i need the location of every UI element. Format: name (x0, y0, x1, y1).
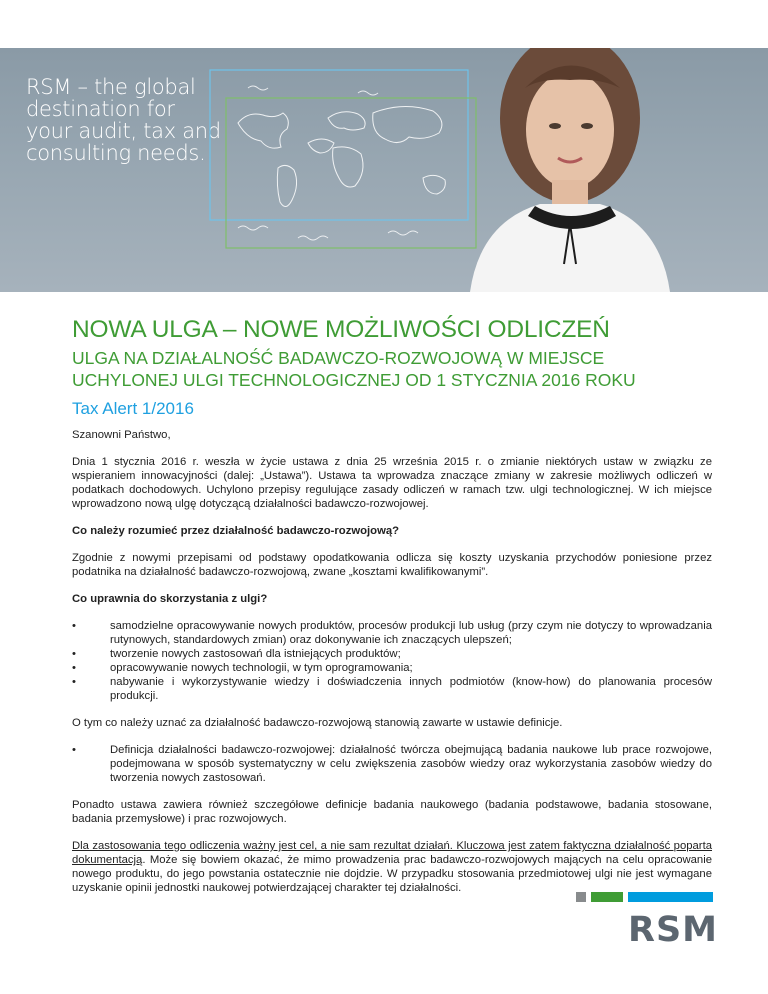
definition-intro: O tym co należy uznać za działalność badawczo-rozwojową stanowią zawarte w ustawie definicje. (72, 717, 563, 729)
bullet-icon: • (72, 676, 76, 688)
page-subtitle (72, 347, 712, 391)
bullet-icon: • (72, 648, 76, 660)
bullet-icon: • (72, 744, 76, 756)
logo-bar-green (591, 892, 623, 902)
list-item: • opracowywanie nowych technologii, w tym oprogramowania; (72, 662, 413, 674)
portrait-photo (430, 48, 768, 292)
tagline-line: your audit, tax and (26, 119, 221, 143)
greeting: Szanowni Państwo, (72, 429, 171, 441)
closing-paragraph: Dla zastosowania tego odliczenia ważny jest cel, a nie sam rezultat działań. Kluczowa jest zatem faktyczna działalność poparta dokumentacją. Może się bowiem okazać, że mimo prowadzenia prac badawczo-rozwojowych mających na celu opracowanie nowego produktu, do jego powstania ostatecznie nie dojdzie. W przypadku stosowania przedmiotowej ulgi nie jest wymagane uzyskanie opinii jednostki naukowej potwierdzającej charakter tej działalności. (72, 840, 712, 894)
body-text (72, 428, 712, 908)
subtitle-line: UCHYLONEJ ULGI TECHNOLOGICZNEJ OD 1 STYCZNIA 2016 ROKU (72, 370, 636, 390)
intro-paragraph: Dnia 1 stycznia 2016 r. weszła w życie ustawa z dnia 25 września 2015 r. o zmianie niektórych ustaw w związku ze wspieraniem innowacyjności (dalej: „Ustawa”). Ustawa ta wprowadza znaczące zmiany w zakresie możliwych odliczeń w podatkach dochodowych. Uchylono przepisy regulujące zasady odliczeń w ramach tzw. ulgi technologicznej. W ich miejsce wprowadzono nową ulgę dotyczącą działalności badawczo-rozwojowej. (72, 456, 712, 510)
subtitle-line: ULGA NA DZIAŁALNOŚĆ BADAWCZO-ROZWOJOWĄ W MIEJSCE (72, 348, 605, 368)
logo-bar-gray (576, 892, 586, 902)
tagline-line: consulting needs. (26, 141, 206, 165)
eligibility-list (72, 619, 712, 703)
bullet-icon: • (72, 620, 76, 632)
bullet-icon: • (72, 662, 76, 674)
logo-text: RSM (628, 910, 718, 950)
rsm-logo (576, 892, 718, 952)
definitions-paragraph: Ponadto ustawa zawiera również szczegółowe definicje badania naukowego (badania podstawowe, badania stosowane, badania przemysłowe) i prac rozwojowych. (72, 799, 712, 825)
question-heading: Co uprawnia do skorzystania z ulgi? (72, 593, 268, 605)
answer-paragraph: Zgodnie z nowymi przepisami od podstawy opodatkowania odlicza się koszty uzyskania przychodów poniesione przez podatnika na działalność badawczo-rozwojową, zwane „kosztami kwalifikowanymi”. (72, 552, 712, 578)
hero-tagline (26, 76, 226, 164)
list-item: • tworzenie nowych zastosowań dla istniejących produktów; (72, 648, 401, 660)
question-heading: Co należy rozumieć przez działalność badawczo-rozwojową? (72, 525, 400, 537)
tagline-line: destination for (26, 97, 175, 121)
definition-list (72, 743, 712, 785)
emphasis-text: Dla zastosowania tego odliczenia ważny jest cel, a nie sam rezultat działań. Kluczowa jest zatem faktyczna działalność poparta dokumentacją (72, 840, 712, 866)
tax-alert-label: Tax Alert 1/2016 (72, 399, 194, 418)
tagline-line: RSM – the global (26, 75, 196, 99)
logo-bar-blue (628, 892, 713, 902)
page-title: NOWA ULGA – NOWE MOŻLIWOŚCI ODLICZEŃ (72, 316, 610, 343)
list-item: • nabywanie i wykorzystywanie wiedzy i doświadczenia innych podmiotów (know-how) do planowania procesów produkcji. (72, 676, 712, 702)
list-item: • samodzielne opracowywanie nowych produktów, procesów produkcji lub usług (przy czym nie dotyczy to wprowadzania rutynowych, standardowych zmian) oraz dokonywanie ich znaczących ulepszeń; (72, 620, 712, 646)
list-item: • Definicja działalności badawczo-rozwojowej: działalność twórcza obejmującą badania naukowe lub prace rozwojowe, podejmowana w sposób systematyczny w celu zwiększenia zasobów wiedzy oraz wykorzystania zasobów wiedzy do tworzenia nowych zastosowań. (72, 744, 712, 784)
hero-banner (0, 48, 768, 292)
